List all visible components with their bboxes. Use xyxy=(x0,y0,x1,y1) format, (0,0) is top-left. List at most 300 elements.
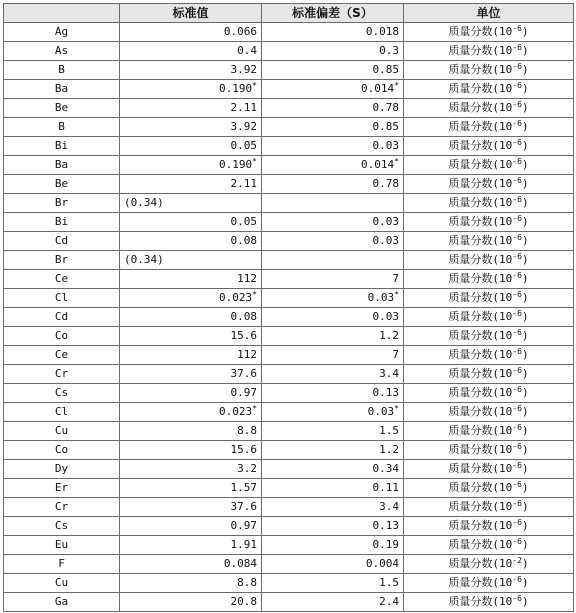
unit-prefix: 质量分数(10 xyxy=(448,519,513,532)
unit-suffix: ) xyxy=(521,348,529,361)
standard-deviation: 0.78 xyxy=(372,101,399,114)
unit-cell xyxy=(404,403,574,422)
standard-value: 15.6 xyxy=(230,443,257,456)
unit-exponent: -6 xyxy=(512,442,522,451)
standard-deviation-cell xyxy=(262,460,404,479)
unit-exponent: -6 xyxy=(512,138,522,147)
unit-suffix: ) xyxy=(521,196,529,209)
standard-value: 0.066 xyxy=(223,25,257,38)
element-cell: Co xyxy=(4,441,120,460)
element-cell: Ga xyxy=(4,593,120,612)
unit-cell xyxy=(404,213,574,232)
standard-value: 0.08 xyxy=(230,234,257,247)
standard-value-cell xyxy=(120,23,262,42)
standard-deviation: 1.5 xyxy=(379,576,399,589)
unit-exponent: -2 xyxy=(512,556,522,565)
table-row xyxy=(4,270,574,289)
unit-cell xyxy=(404,118,574,137)
element-cell: Be xyxy=(4,99,120,118)
standard-value: 112 xyxy=(237,272,257,285)
standard-deviation: 0.13 xyxy=(372,386,399,399)
unit-suffix: ) xyxy=(521,386,529,399)
standard-value-cell xyxy=(120,422,262,441)
standard-deviation-cell xyxy=(262,498,404,517)
unit-prefix: 质量分数(10 xyxy=(448,405,513,418)
header-row xyxy=(4,4,574,23)
standard-value: 112 xyxy=(237,348,257,361)
table-row xyxy=(4,42,574,61)
unit-cell xyxy=(404,422,574,441)
standard-value: 0.08 xyxy=(230,310,257,323)
standard-value-cell xyxy=(120,213,262,232)
standard-deviation: 0.014 xyxy=(361,82,395,95)
standard-deviation: 0.018 xyxy=(365,25,399,38)
standard-deviation: 3.4 xyxy=(379,500,399,513)
unit-exponent: -6 xyxy=(512,62,522,71)
element-cell: Cd xyxy=(4,308,120,327)
standard-value-cell xyxy=(120,327,262,346)
unit-cell xyxy=(404,308,574,327)
unit-exponent: -6 xyxy=(512,499,522,508)
standard-value: 1.91 xyxy=(230,538,257,551)
table-row xyxy=(4,498,574,517)
unit-cell xyxy=(404,365,574,384)
unit-suffix: ) xyxy=(521,557,529,570)
standard-deviation: 1.2 xyxy=(379,329,399,342)
standard-value-cell xyxy=(120,61,262,80)
standard-deviation-cell xyxy=(262,536,404,555)
table-row xyxy=(4,517,574,536)
unit-exponent: -6 xyxy=(512,309,522,318)
unit-prefix: 质量分数(10 xyxy=(448,538,513,551)
standard-value-cell xyxy=(120,194,262,213)
standard-deviation-cell xyxy=(262,365,404,384)
unit-suffix: ) xyxy=(521,272,529,285)
unit-suffix: ) xyxy=(521,538,529,551)
standard-deviation: 0.03 xyxy=(367,291,395,304)
unit-cell xyxy=(404,175,574,194)
unit-cell xyxy=(404,194,574,213)
unit-suffix: ) xyxy=(521,576,529,589)
standard-value-cell xyxy=(120,175,262,194)
element-cell: Er xyxy=(4,479,120,498)
unit-cell xyxy=(404,498,574,517)
standard-deviation-cell xyxy=(262,80,404,99)
unit-prefix: 质量分数(10 xyxy=(448,253,513,266)
unit-prefix: 质量分数(10 xyxy=(448,158,513,171)
standard-value-cell xyxy=(120,403,262,422)
element-cell: Cl xyxy=(4,403,120,422)
unit-prefix: 质量分数(10 xyxy=(448,120,513,133)
unit-prefix: 质量分数(10 xyxy=(448,101,513,114)
standard-value: 0.023 xyxy=(219,291,253,304)
standard-value-cell xyxy=(120,460,262,479)
standard-deviation: 0.13 xyxy=(372,519,399,532)
standard-deviation-cell xyxy=(262,403,404,422)
standard-value: 0.023 xyxy=(219,405,253,418)
standard-deviation-cell xyxy=(262,517,404,536)
table-row xyxy=(4,346,574,365)
unit-prefix: 质量分数(10 xyxy=(448,348,513,361)
unit-prefix: 质量分数(10 xyxy=(448,139,513,152)
standard-deviation: 0.03 xyxy=(372,234,399,247)
table-row xyxy=(4,194,574,213)
asterisk-mark: * xyxy=(252,81,257,90)
unit-prefix: 质量分数(10 xyxy=(448,443,513,456)
element-cell: Ba xyxy=(4,156,120,175)
unit-exponent: -6 xyxy=(512,214,522,223)
unit-prefix: 质量分数(10 xyxy=(448,82,513,95)
unit-exponent: -6 xyxy=(512,385,522,394)
standard-deviation-cell xyxy=(262,99,404,118)
unit-prefix: 质量分数(10 xyxy=(448,177,513,190)
standard-value: 3.92 xyxy=(230,63,257,76)
table-row xyxy=(4,213,574,232)
unit-prefix: 质量分数(10 xyxy=(448,595,513,608)
standard-value-cell xyxy=(120,593,262,612)
table-row xyxy=(4,365,574,384)
unit-prefix: 质量分数(10 xyxy=(448,196,513,209)
element-cell: Cr xyxy=(4,365,120,384)
unit-suffix: ) xyxy=(521,310,529,323)
standard-value-cell xyxy=(120,137,262,156)
standard-deviation: 2.4 xyxy=(379,595,399,608)
header-standard-value: 标准值 xyxy=(120,4,262,23)
standard-deviation-cell xyxy=(262,479,404,498)
unit-exponent: -6 xyxy=(512,233,522,242)
unit-cell xyxy=(404,42,574,61)
table-row xyxy=(4,384,574,403)
standard-deviation-cell xyxy=(262,574,404,593)
standard-value-cell xyxy=(120,441,262,460)
standard-deviation-cell xyxy=(262,156,404,175)
standard-deviation: 3.4 xyxy=(379,367,399,380)
asterisk-mark: * xyxy=(252,404,257,413)
standard-deviation: 0.11 xyxy=(372,481,399,494)
unit-suffix: ) xyxy=(521,158,529,171)
element-cell: Bi xyxy=(4,213,120,232)
element-cell: As xyxy=(4,42,120,61)
asterisk-mark: * xyxy=(394,157,399,166)
standard-value-cell xyxy=(120,384,262,403)
unit-exponent: -6 xyxy=(512,195,522,204)
unit-prefix: 质量分数(10 xyxy=(448,424,513,437)
standard-deviation-cell xyxy=(262,213,404,232)
standard-value: 1.57 xyxy=(230,481,257,494)
unit-exponent: -6 xyxy=(512,24,522,33)
standard-deviation: 0.014 xyxy=(361,158,395,171)
unit-cell xyxy=(404,232,574,251)
unit-exponent: -6 xyxy=(512,271,522,280)
element-cell: F xyxy=(4,555,120,574)
asterisk-mark: * xyxy=(252,157,257,166)
standard-values-table xyxy=(3,3,574,612)
table-row xyxy=(4,536,574,555)
unit-cell xyxy=(404,270,574,289)
asterisk-mark: * xyxy=(394,404,399,413)
unit-exponent: -6 xyxy=(512,347,522,356)
unit-prefix: 质量分数(10 xyxy=(448,63,513,76)
standard-value: 0.97 xyxy=(230,386,257,399)
unit-suffix: ) xyxy=(521,82,529,95)
standard-deviation-cell xyxy=(262,137,404,156)
standard-deviation: 0.85 xyxy=(372,63,399,76)
unit-suffix: ) xyxy=(521,44,529,57)
unit-exponent: -6 xyxy=(512,594,522,603)
element-cell: Ba xyxy=(4,80,120,99)
standard-value: 0.05 xyxy=(230,139,257,152)
element-cell: Co xyxy=(4,327,120,346)
standard-value: 37.6 xyxy=(230,367,257,380)
standard-value-cell xyxy=(120,289,262,308)
element-cell: Br xyxy=(4,194,120,213)
unit-cell xyxy=(404,99,574,118)
unit-exponent: -6 xyxy=(512,119,522,128)
unit-suffix: ) xyxy=(521,234,529,247)
table-row xyxy=(4,574,574,593)
standard-value-cell xyxy=(120,498,262,517)
unit-exponent: -6 xyxy=(512,366,522,375)
element-cell: Be xyxy=(4,175,120,194)
unit-cell xyxy=(404,574,574,593)
standard-value-cell xyxy=(120,479,262,498)
standard-value-cell xyxy=(120,536,262,555)
unit-exponent: -6 xyxy=(512,176,522,185)
unit-cell xyxy=(404,156,574,175)
unit-exponent: -6 xyxy=(512,423,522,432)
unit-exponent: -6 xyxy=(512,404,522,413)
standard-value: (0.34) xyxy=(124,253,164,266)
table-row xyxy=(4,156,574,175)
unit-cell xyxy=(404,517,574,536)
unit-suffix: ) xyxy=(521,481,529,494)
unit-suffix: ) xyxy=(521,329,529,342)
standard-value-cell xyxy=(120,118,262,137)
element-cell: Dy xyxy=(4,460,120,479)
unit-prefix: 质量分数(10 xyxy=(448,329,513,342)
standard-value-cell xyxy=(120,251,262,270)
element-cell: Cd xyxy=(4,232,120,251)
asterisk-mark: * xyxy=(394,81,399,90)
element-cell: Bi xyxy=(4,137,120,156)
unit-suffix: ) xyxy=(521,120,529,133)
unit-cell xyxy=(404,327,574,346)
standard-deviation-cell xyxy=(262,327,404,346)
table-row xyxy=(4,479,574,498)
element-cell: Cl xyxy=(4,289,120,308)
standard-value: 20.8 xyxy=(230,595,257,608)
element-cell: Cs xyxy=(4,517,120,536)
unit-suffix: ) xyxy=(521,462,529,475)
header-unit: 单位 xyxy=(404,4,574,23)
unit-suffix: ) xyxy=(521,519,529,532)
standard-deviation-cell xyxy=(262,289,404,308)
standard-deviation: 0.85 xyxy=(372,120,399,133)
unit-suffix: ) xyxy=(521,443,529,456)
standard-deviation-cell xyxy=(262,270,404,289)
standard-value-cell xyxy=(120,346,262,365)
table-row xyxy=(4,327,574,346)
unit-cell xyxy=(404,346,574,365)
element-cell: Eu xyxy=(4,536,120,555)
standard-value: 8.8 xyxy=(237,424,257,437)
unit-cell xyxy=(404,441,574,460)
table-row xyxy=(4,175,574,194)
unit-suffix: ) xyxy=(521,25,529,38)
element-cell: Ce xyxy=(4,270,120,289)
standard-deviation: 7 xyxy=(392,348,399,361)
standard-value: 0.190 xyxy=(219,82,253,95)
standard-value: 2.11 xyxy=(230,101,257,114)
standard-deviation-cell xyxy=(262,384,404,403)
table-row xyxy=(4,441,574,460)
table-row xyxy=(4,118,574,137)
unit-prefix: 质量分数(10 xyxy=(448,500,513,513)
standard-value-cell xyxy=(120,80,262,99)
table-row xyxy=(4,308,574,327)
unit-suffix: ) xyxy=(521,139,529,152)
standard-value-cell xyxy=(120,156,262,175)
standard-deviation-cell xyxy=(262,175,404,194)
standard-value-cell xyxy=(120,232,262,251)
standard-deviation: 0.34 xyxy=(372,462,399,475)
unit-exponent: -6 xyxy=(512,43,522,52)
table-row xyxy=(4,403,574,422)
unit-prefix: 质量分数(10 xyxy=(448,557,513,570)
element-cell: Cu xyxy=(4,574,120,593)
standard-value: 2.11 xyxy=(230,177,257,190)
standard-deviation-cell xyxy=(262,555,404,574)
unit-cell xyxy=(404,384,574,403)
table-row xyxy=(4,232,574,251)
unit-exponent: -6 xyxy=(512,328,522,337)
header-element xyxy=(4,4,120,23)
unit-prefix: 质量分数(10 xyxy=(448,386,513,399)
asterisk-mark: * xyxy=(252,290,257,299)
unit-exponent: -6 xyxy=(512,290,522,299)
table-row xyxy=(4,593,574,612)
standard-value: (0.34) xyxy=(124,196,164,209)
unit-cell xyxy=(404,23,574,42)
unit-suffix: ) xyxy=(521,215,529,228)
unit-prefix: 质量分数(10 xyxy=(448,215,513,228)
standard-value: 0.084 xyxy=(223,557,257,570)
standard-value: 8.8 xyxy=(237,576,257,589)
unit-cell xyxy=(404,137,574,156)
unit-suffix: ) xyxy=(521,101,529,114)
standard-deviation: 0.004 xyxy=(365,557,399,570)
header-standard-deviation: 标准偏差（S） xyxy=(262,4,404,23)
unit-suffix: ) xyxy=(521,291,529,304)
unit-exponent: -6 xyxy=(512,537,522,546)
element-cell: Ce xyxy=(4,346,120,365)
standard-value-cell xyxy=(120,365,262,384)
unit-cell xyxy=(404,80,574,99)
standard-deviation-cell xyxy=(262,232,404,251)
standard-deviation-cell xyxy=(262,23,404,42)
standard-deviation: 0.03 xyxy=(372,215,399,228)
standard-deviation-cell xyxy=(262,42,404,61)
asterisk-mark: * xyxy=(394,290,399,299)
unit-cell xyxy=(404,479,574,498)
unit-prefix: 质量分数(10 xyxy=(448,310,513,323)
element-cell: B xyxy=(4,61,120,80)
unit-exponent: -6 xyxy=(512,518,522,527)
unit-prefix: 质量分数(10 xyxy=(448,367,513,380)
standard-value: 0.4 xyxy=(237,44,257,57)
unit-exponent: -6 xyxy=(512,157,522,166)
unit-suffix: ) xyxy=(521,500,529,513)
standard-deviation-cell xyxy=(262,251,404,270)
unit-prefix: 质量分数(10 xyxy=(448,576,513,589)
unit-cell xyxy=(404,555,574,574)
table-row xyxy=(4,137,574,156)
standard-value: 0.97 xyxy=(230,519,257,532)
standard-value-cell xyxy=(120,308,262,327)
unit-exponent: -6 xyxy=(512,575,522,584)
table-row xyxy=(4,555,574,574)
standard-deviation: 0.03 xyxy=(372,310,399,323)
unit-exponent: -6 xyxy=(512,461,522,470)
standard-deviation: 1.2 xyxy=(379,443,399,456)
unit-cell xyxy=(404,593,574,612)
unit-cell xyxy=(404,251,574,270)
standard-value: 3.92 xyxy=(230,120,257,133)
table-row xyxy=(4,460,574,479)
element-cell: Cr xyxy=(4,498,120,517)
unit-prefix: 质量分数(10 xyxy=(448,25,513,38)
element-cell: Cs xyxy=(4,384,120,403)
standard-value-cell xyxy=(120,99,262,118)
unit-exponent: -6 xyxy=(512,100,522,109)
standard-deviation: 0.78 xyxy=(372,177,399,190)
unit-exponent: -6 xyxy=(512,81,522,90)
unit-suffix: ) xyxy=(521,177,529,190)
unit-suffix: ) xyxy=(521,367,529,380)
element-cell: B xyxy=(4,118,120,137)
unit-prefix: 质量分数(10 xyxy=(448,291,513,304)
standard-value: 0.190 xyxy=(219,158,253,171)
element-cell: Ag xyxy=(4,23,120,42)
unit-cell xyxy=(404,536,574,555)
standard-deviation: 1.5 xyxy=(379,424,399,437)
table-row xyxy=(4,23,574,42)
unit-prefix: 质量分数(10 xyxy=(448,234,513,247)
unit-exponent: -6 xyxy=(512,252,522,261)
standard-value-cell xyxy=(120,42,262,61)
standard-value-cell xyxy=(120,555,262,574)
standard-deviation-cell xyxy=(262,346,404,365)
unit-suffix: ) xyxy=(521,253,529,266)
standard-deviation-cell xyxy=(262,422,404,441)
standard-deviation-cell xyxy=(262,118,404,137)
unit-prefix: 质量分数(10 xyxy=(448,44,513,57)
unit-prefix: 质量分数(10 xyxy=(448,462,513,475)
table-row xyxy=(4,99,574,118)
table-row xyxy=(4,80,574,99)
unit-suffix: ) xyxy=(521,595,529,608)
standard-value: 0.05 xyxy=(230,215,257,228)
element-cell: Cu xyxy=(4,422,120,441)
unit-cell xyxy=(404,289,574,308)
unit-suffix: ) xyxy=(521,424,529,437)
standard-deviation-cell xyxy=(262,194,404,213)
standard-deviation-cell xyxy=(262,441,404,460)
element-cell: Br xyxy=(4,251,120,270)
standard-deviation: 0.3 xyxy=(379,44,399,57)
standard-value: 37.6 xyxy=(230,500,257,513)
table-row xyxy=(4,422,574,441)
